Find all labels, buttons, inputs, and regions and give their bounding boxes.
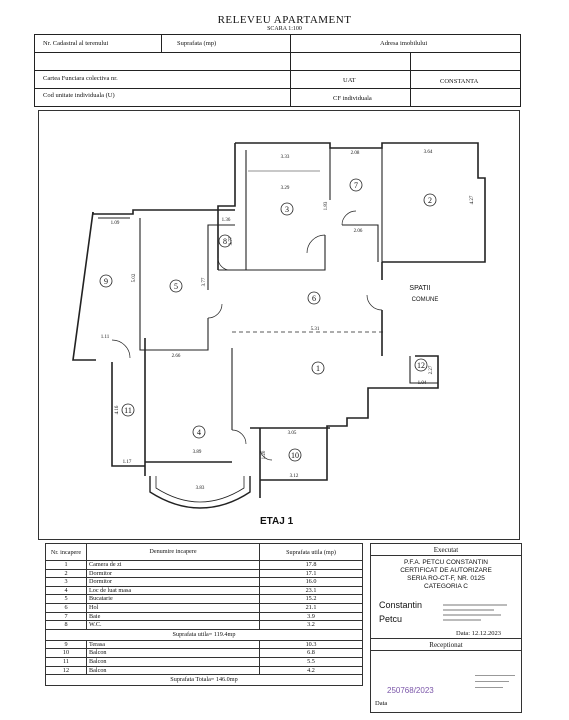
grand-total: Suprafata Totala= 146.0mp — [46, 675, 363, 686]
cf-label: CF individuala — [333, 95, 372, 102]
header-suprafata: Suprafata utila (mp) — [260, 544, 363, 561]
door — [232, 430, 246, 444]
room-number: 5 — [174, 282, 178, 291]
room-number: 10 — [291, 451, 299, 460]
row-nr: 11 — [46, 657, 87, 666]
dimension-label: 3.89 — [192, 450, 202, 455]
door — [367, 295, 382, 310]
dimension-label: 1.83 — [324, 201, 329, 211]
dimension-label: 5.02 — [132, 273, 137, 283]
uat-label: UAT — [343, 77, 356, 84]
firm-name: P.F.A. PETCU CONSTANTIN — [404, 559, 488, 566]
row-name: Balcon — [87, 666, 260, 675]
uat-value: CONSTANTA — [440, 78, 479, 85]
row-name: Loc de luat masa — [87, 586, 260, 595]
dimension-label: 3.64 — [423, 150, 433, 155]
row-value: 10.3 — [260, 640, 363, 649]
nr-cadastral-label: Nr. Cadastral al terenului — [43, 40, 109, 47]
table-row — [46, 578, 363, 587]
cartea-label: Cartea Funciara colectiva nr. — [43, 75, 118, 82]
category-label: CATEGORIA C — [424, 583, 468, 590]
dimension-label: 1.20 — [262, 450, 267, 460]
signature-last-name: Petcu — [379, 614, 403, 624]
door — [112, 340, 130, 358]
wall — [260, 356, 438, 480]
grand-total-row — [46, 675, 363, 686]
door — [342, 211, 356, 225]
registration-stamp: 250768/2023 — [387, 686, 434, 695]
header-denumire: Denumire incapere — [87, 544, 260, 561]
reception-signature — [475, 672, 515, 696]
row-name: Hol — [87, 603, 260, 612]
util-total: Suprafata utila= 119.4mp — [46, 629, 363, 640]
row-value: 23.1 — [260, 586, 363, 595]
table-row — [46, 649, 363, 658]
data-label: Data — [375, 700, 388, 707]
dimension-label: 4.16 — [115, 405, 120, 415]
row-nr: 3 — [46, 578, 87, 587]
row-value: 15.2 — [260, 595, 363, 604]
row-value: 21.1 — [260, 603, 363, 612]
room-number: 11 — [124, 406, 132, 415]
room-number: 1 — [316, 364, 320, 373]
row-value: 3.2 — [260, 621, 363, 630]
header-nr: Nr. incapere — [46, 544, 87, 561]
row-value: 17.8 — [260, 561, 363, 570]
dimension-label: 3.77 — [202, 277, 207, 287]
room-number: 7 — [354, 181, 358, 190]
room-number: 2 — [428, 196, 432, 205]
table-row — [46, 595, 363, 604]
executat-box — [370, 543, 522, 713]
series-label: SERIA RO-CT-F, NR. 0125 — [407, 575, 485, 582]
room-number: 6 — [312, 294, 316, 303]
row-nr: 9 — [46, 640, 87, 649]
dimension-label: 3.12 — [289, 474, 299, 479]
row-nr: 7 — [46, 612, 87, 621]
wall — [246, 235, 325, 270]
table-row — [46, 666, 363, 675]
room-number: 9 — [104, 277, 108, 286]
dimension-label: 4.27 — [470, 195, 475, 205]
row-nr: 10 — [46, 649, 87, 658]
date-label: Data: 12.12.2023 — [456, 630, 501, 637]
room-number: 4 — [197, 428, 201, 437]
table-row — [46, 657, 363, 666]
row-name: Balcon — [87, 657, 260, 666]
dimension-label: 3.05 — [287, 431, 297, 436]
wall — [208, 225, 235, 290]
suprafata-label: Suprafata (mp) — [177, 40, 217, 47]
row-value: 17.1 — [260, 569, 363, 578]
dimension-label: 1.11 — [100, 335, 110, 340]
wall — [218, 143, 235, 270]
divider — [371, 650, 521, 651]
comune-label: COMUNE — [411, 297, 439, 303]
dimension-label: 1.17 — [122, 460, 132, 465]
row-nr: 1 — [46, 561, 87, 570]
receptionat-label: Receptionat — [429, 641, 463, 649]
dimension-label: 1.36 — [221, 218, 231, 223]
dimension-label: 5.31 — [310, 327, 320, 332]
table-row — [46, 640, 363, 649]
dimension-label: 2.66 — [171, 354, 181, 359]
wall — [235, 143, 485, 262]
row-name: Camera de zi — [87, 561, 260, 570]
row-name: Dormitor — [87, 569, 260, 578]
row-nr: 8 — [46, 621, 87, 630]
row-nr: 2 — [46, 569, 87, 578]
row-value: 4.2 — [260, 666, 363, 675]
floor-label: ETAJ 1 — [260, 516, 294, 527]
adresa-label: Adresa imobilului — [380, 40, 428, 47]
row-value: 5.5 — [260, 657, 363, 666]
dimension-label: 2.27 — [429, 365, 434, 375]
dimension-label: 2.08 — [350, 151, 360, 156]
door — [208, 304, 222, 318]
table-row — [46, 612, 363, 621]
dimension-label: 3.83 — [195, 486, 205, 491]
table-row — [46, 569, 363, 578]
table-header-row — [46, 544, 363, 561]
bay-window — [150, 476, 250, 508]
row-name: Balcon — [87, 649, 260, 658]
row-name: Dormitor — [87, 578, 260, 587]
divider — [371, 555, 521, 556]
row-value: 3.9 — [260, 612, 363, 621]
table-row — [46, 561, 363, 570]
row-nr: 4 — [46, 586, 87, 595]
rooms-table — [45, 543, 363, 686]
cod-unitate-label: Cod unitate individuala (U) — [43, 92, 115, 99]
spatii-label: SPATII — [409, 285, 431, 292]
table-row — [46, 586, 363, 595]
dimension-label: 1.04 — [417, 381, 427, 386]
dimension-label: 2.06 — [353, 229, 363, 234]
certificate-label: CERTIFICAT DE AUTORIZARE — [400, 567, 492, 574]
room-number: 12 — [417, 361, 425, 370]
door — [218, 258, 230, 270]
row-nr: 5 — [46, 595, 87, 604]
row-nr: 12 — [46, 666, 87, 675]
document-title: RELEVEU APARTAMENT — [217, 14, 352, 26]
room-number: 8 — [223, 237, 227, 246]
row-value: 16.0 — [260, 578, 363, 587]
row-value: 6.8 — [260, 649, 363, 658]
table-row — [46, 603, 363, 612]
row-name: Bucatarie — [87, 595, 260, 604]
table-row — [46, 621, 363, 630]
signature-first-name: Constantin — [379, 600, 423, 610]
wall — [93, 210, 235, 214]
dimension-label: 3.29 — [280, 186, 290, 191]
executat-label: Executat — [433, 546, 459, 554]
row-name: W.C. — [87, 621, 260, 630]
row-name: Baie — [87, 612, 260, 621]
scale-label: SCARA 1:100 — [267, 26, 302, 32]
row-nr: 6 — [46, 603, 87, 612]
row-name: Terasa — [87, 640, 260, 649]
util-total-row — [46, 629, 363, 640]
wall — [73, 212, 96, 360]
dimension-label: 3.33 — [280, 155, 290, 160]
dimension-label: 3.77 — [229, 236, 234, 246]
door — [307, 235, 325, 253]
room-number: 3 — [285, 205, 289, 214]
divider — [371, 638, 521, 639]
dimension-label: 1.09 — [110, 221, 120, 226]
digital-signature-stamp — [443, 602, 507, 624]
